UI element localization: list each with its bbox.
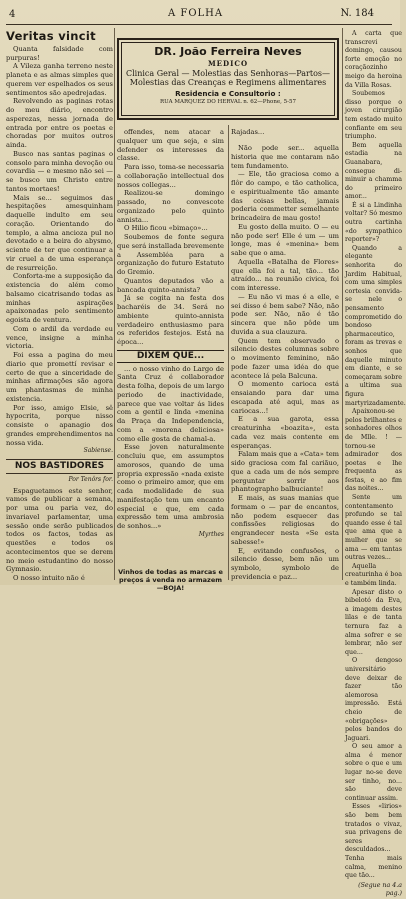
heading-container bbox=[231, 128, 339, 144]
paragraph: Não pode ser... aquella historia que me contaram não tem fundamento. bbox=[231, 144, 339, 170]
paragraph: Já se cogita na festa dos bacharéis de 34. Será no ambiente quinto-annista verdadeiro enthusiasmo para os referidos festejos. Está na época... bbox=[117, 294, 224, 346]
ad-specialties: Clinica Geral — Molestias das Senhoras—Partos—Molestias das Creanças e Regimens alimentares bbox=[125, 69, 331, 87]
section-heading: NOS BASTIDORES bbox=[6, 459, 113, 474]
column-divider bbox=[342, 28, 343, 580]
paragraph: — Eu não vi mas é a elle, e sei disso é bem sabe? Não, não pode ser. Não, não é tão sincera que não pôde um duvida a sua clauzura. bbox=[231, 292, 339, 336]
column-4 bbox=[345, 30, 406, 899]
section-heading: DIXEM QUE... bbox=[117, 350, 224, 363]
newspaper-title: A FOLHA bbox=[168, 8, 224, 19]
paragraph: A carta que transcrevi domingo, causou forte emoção no coraçãozinho meigo da heroina da Villa Rosas. bbox=[345, 30, 402, 89]
column-divider bbox=[228, 125, 229, 580]
paragraph: O Hilio ficou «bimaço»... bbox=[124, 224, 208, 233]
paragraph: Espaguetamos este senhor, vamos de publicar a semana, por uma ou paria vez, do invariavel parlamentar, uma sessão onde serão publicados todos os factos, todas as questões e todos os acontecimentos que se derem no meio estudantino do nosso Gymnasio. bbox=[6, 486, 113, 574]
paragraph: Conforta-me a supposição da existencia do além como balsamo cicatrisando todas as minhas aspirações apaixonadas pelo sentimento egoista de ventura. bbox=[6, 272, 113, 324]
ad-doctor-name: DR. João Ferreira Neves bbox=[154, 45, 302, 58]
continued-notice: (Segue na 4.a pag.) bbox=[358, 881, 402, 898]
paragraph: Mais se... seguimos das hespitações amesquinham daquelle indulto em seu coração. Orientando do templo, a alma ancioza pul no devotado e a beira do abysmo, sciente de ter que continuar a vir cruel a de uma esperança de resurreição. bbox=[6, 193, 113, 272]
paragraph: Aquella creaturinha é boa e também linda. bbox=[345, 562, 402, 587]
paragraph: Quem tem observado o silencio destes columnas sobre o movimento feminino, não pode fazer uma idéa do que acontece lá pela Balcuna. bbox=[231, 336, 339, 380]
paragraph: O nosso intuito não é bbox=[13, 574, 85, 582]
paragraph: Falam mais que a «Cata» tem sido graciosa com fal cariãuo, que a cada um de nós sempre perguntar sorrir aos phantographo balbuciante! bbox=[231, 450, 339, 494]
paragraph: Para isso, toma-se necessaria a collaboração intellectual dos nossos collegas... bbox=[117, 163, 224, 189]
paragraph: Esse joven naturalmente concluiu que, em assumptos amorosos, quando de uma propria expressão «nada existe como o primeiro amor, que em cada modalidade de sua manifestação tem um encanto especial e que, em cada expressão tem uma ambrosia de sonhos...» bbox=[117, 443, 224, 530]
paragraph: O dengoso universitário deve deixar de fazer tão alemorosa impressão. Está cheio de «obrigações» pelos bandos do Jaguari. bbox=[345, 657, 402, 742]
paragraph: Apesar disto o bibelotó da Eva, a imagem destes lilas e de tanta ternura faz a alma sofrer e se lembrar, não ser que... bbox=[345, 588, 402, 656]
page-header bbox=[0, 0, 400, 22]
paragraph: E mais, as suas manias que formam o — par de encantos, não podem esquecer das confissões religiosas do engrandecer nesta «Se esta sabesse!» bbox=[231, 494, 339, 546]
paragraph: Quando a elegante senhorita do Jardim Habitual, com uma simples cortesia convida-se nele o pensamento comprometido do bondoso pharmaceutico, foram as trevas e sonhos que daquelle minuto em diante, e se começaram sobre a ultima sua figura martyrizadamente. bbox=[345, 244, 406, 407]
paragraph: Realizou-se domingo passado, no convescote organizado pelo quinto annista... bbox=[117, 189, 224, 224]
paragraph: Quantos deputados vão a bancada quinto-annista? bbox=[117, 276, 224, 294]
ad-residence-label: Residencia e Consultorio : bbox=[175, 89, 281, 98]
paragraph: O momento carioca está ensaiando para dar uma escapada até aqui, mas as cariocas...! bbox=[231, 380, 339, 415]
signature: Myrthes bbox=[198, 530, 224, 538]
column-1 bbox=[6, 30, 113, 583]
paragraph: É si a Lindinha voltar? Só mesmo outra cartinha «do sympathico reporter»? bbox=[345, 201, 402, 244]
ad-inner-border bbox=[121, 42, 335, 116]
paragraph: Aquella «Batalha de Flores» que ella foi a tal, tão... tão atraído... na reunião civica, foi com interesse. bbox=[231, 257, 339, 292]
paragraph: Eu gosto della muito. O — eu não pode ser! Elle é um — um longe, mas é «menina» bem sabe que o ama. bbox=[231, 222, 339, 257]
doctor-advertisement bbox=[117, 38, 339, 120]
column-2 bbox=[117, 128, 224, 540]
paragraph: Soubemos disso porque o joven cirurgião tem estado muito confiante em seu triumpho. bbox=[345, 90, 402, 141]
column-divider bbox=[114, 28, 115, 580]
ad-address: RUA MARQUEZ DO HERVAL n. 62—Phone, 5-57 bbox=[160, 99, 296, 105]
paragraph: ... o nosso vinho do Largo de Santa Cruz é collaborador desta folha, depois de um largo periodo de inactividade, parece que vae voltar ás lides com a gentil e linda «menina da Praça da Independencia, com a «morena deliciosa» como elle gosta de chamal-a. bbox=[117, 364, 224, 443]
issue-number: N. 184 bbox=[340, 8, 374, 19]
signature: Sabiense. bbox=[83, 447, 113, 455]
paragraph: A Vileza ganha terreno neste planeta e as almas simples que querem ver espelhados os seus sentimentos são apedrejadas. bbox=[6, 62, 113, 97]
paragraph: Sente um contentamento profundo se tal quando esse é tal que ama que a mulher que se ama — em tantas outras vezes... bbox=[345, 494, 402, 562]
paragraph: E a sua garota, essa creaturinha «boazita», esta cada vez mais contente em esperanças. bbox=[231, 415, 339, 450]
paragraph: Soubemos de fonte segura que será installada brevemente a Assembléa para a organização do futuro Estatuto do Gremio. bbox=[117, 233, 225, 276]
paragraph: Foi essa a pagina do meu diario que promettí revisar e certo de que a sinceridade de minhas afirmações são agora um phantasmas de minha existencia. bbox=[6, 351, 113, 403]
paragraph: Busco nas santas paginas o consolo para minha devoção ou covardia — e mesmo não sei — se busco um Christo entre tantos mortaes! bbox=[6, 149, 113, 193]
paragraph: O seu amor a alma é menor sobre o que e um lugar no-se deve ser tinho, no... são deve continuar assim. bbox=[345, 743, 402, 802]
paragraph: Revolvendo as paginas rotas do meu diário, encontro asperezas, nessa jornada de entrada por entre os poetas e choradas por muitos outros ainda. bbox=[6, 97, 113, 149]
paragraph: E, evitando confusões, o silencio desse, bem não um symbolo, symbolo de previdencia e paz... bbox=[231, 546, 339, 581]
paragraph: Por isso, amigo Elsie, sê hypocrita, porque nisso consiste o apanagio dos grandes emprehendimentos na nossa vida. bbox=[6, 403, 113, 447]
page-side-number: 4 bbox=[9, 9, 16, 20]
paragraph: — Ele, tão graciosa como a flôr do campo, e tão catholica, e espiritualmente tão amante das coisas bellas, jamais poderia commetter semelhante brincadeira de mau gosto! bbox=[231, 170, 339, 222]
article-heading: Rajadas... bbox=[231, 128, 265, 136]
byline: Por Tenôrs for. bbox=[68, 475, 113, 483]
paragraph: Apaixonou-se pelos brilhantes e sonhadores olhos de Mlle. ! — tornou-se admirador dos poetas e lhe frequenta as festas, e ao fim das noites... bbox=[345, 408, 402, 493]
paragraph: Bem aquella estadia na Guanabara, consegue di-minuir a chamma do primeiro amor... bbox=[345, 141, 402, 201]
paragraph: Esses «lirios» são bem bem tratados o vivaz, sua privagens de seres desculdados... Tenha mais calma, menino que tão... bbox=[345, 803, 402, 880]
article-heading: Veritas vincit bbox=[6, 29, 96, 43]
paragraph: Com o ardil da verdade eu vence, insigne a minha victoria. bbox=[6, 324, 113, 351]
paragraph: offendes, nem atacar a qualquer um que seja, e sim defender os interesses da classe. bbox=[117, 128, 224, 163]
column-3 bbox=[231, 128, 339, 582]
ad-profession: MEDICO bbox=[207, 59, 249, 68]
paragraph: Quanta falsidade com purpuras! bbox=[6, 44, 113, 62]
footer-advert: Vinhos de todas as marcas e preços á venda no armazem—BOJA! bbox=[118, 568, 223, 592]
header-rule bbox=[6, 24, 392, 25]
